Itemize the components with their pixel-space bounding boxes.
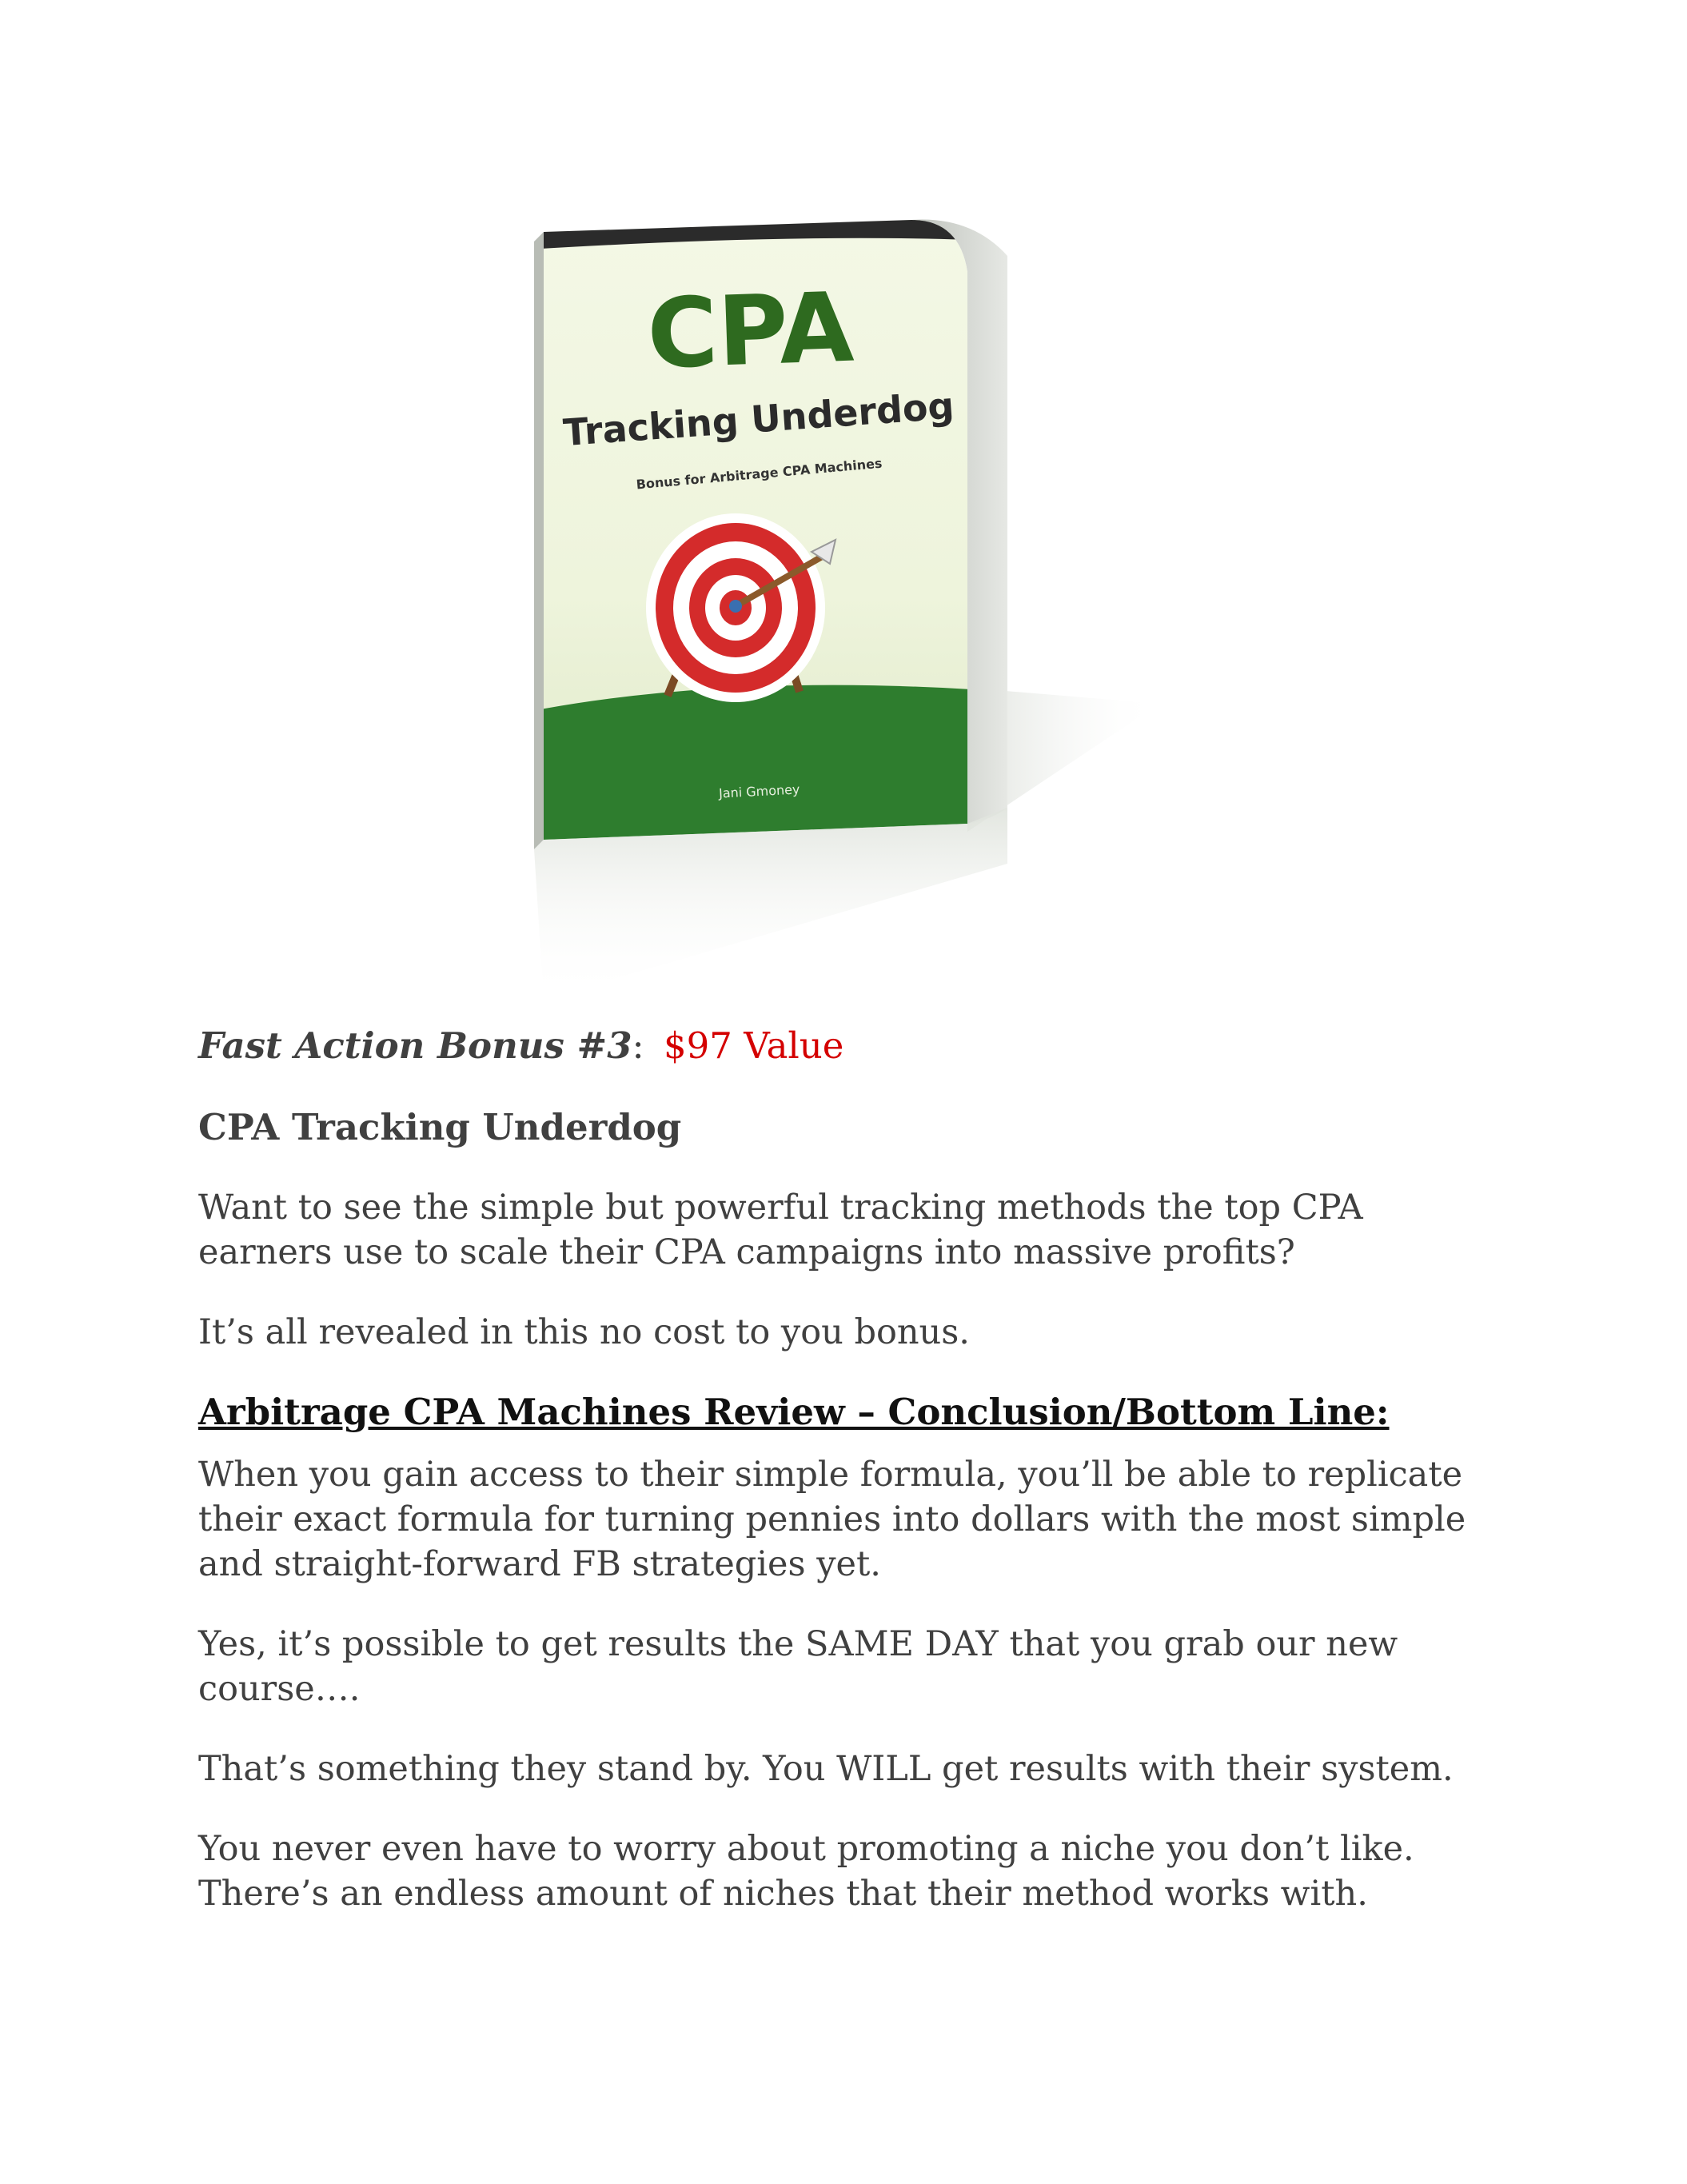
conclusion-paragraph: You never even have to worry about promoting a niche you don’t like. There’s an endless amount of niches that their method works with. [198, 1829, 1414, 1914]
product-box-image [496, 200, 1183, 1016]
product-box-tagline: Bonus for Arbitrage CPA Machines [635, 455, 883, 493]
conclusion-paragraph: That’s something they stand by. You WILL get results with their system. [198, 1749, 1454, 1789]
bonus-paragraph: It’s all revealed in this no cost to you bonus. [198, 1312, 970, 1352]
product-box-author: Jani Gmoney [718, 781, 800, 801]
product-box-title: CPA [645, 272, 855, 391]
bonus-value: $97 Value [664, 1024, 844, 1067]
bonus-line [198, 1024, 1494, 1068]
bonus-title: CPA Tracking Underdog [198, 1106, 682, 1148]
bonus-label: Fast Action Bonus #3 [198, 1024, 632, 1067]
main-content [198, 1024, 1494, 1951]
conclusion-paragraph: When you gain access to their simple formula, you’ll be able to replicate their exact formula for turning pennies into dollars with the most simple and straight-forward FB strategies yet. [198, 1455, 1466, 1584]
conclusion-paragraph: Yes, it’s possible to get results the SAME DAY that you grab our new course…. [198, 1624, 1398, 1709]
bonus-paragraph: Want to see the simple but powerful tracking methods the top CPA earners use to scale their CPA campaigns into massive profits? [198, 1188, 1363, 1272]
conclusion-heading: Arbitrage CPA Machines Review – Conclusion/Bottom Line: [198, 1391, 1390, 1433]
product-box-subtitle: Tracking Underdog [561, 384, 956, 455]
bonus-separator: : [632, 1024, 644, 1067]
